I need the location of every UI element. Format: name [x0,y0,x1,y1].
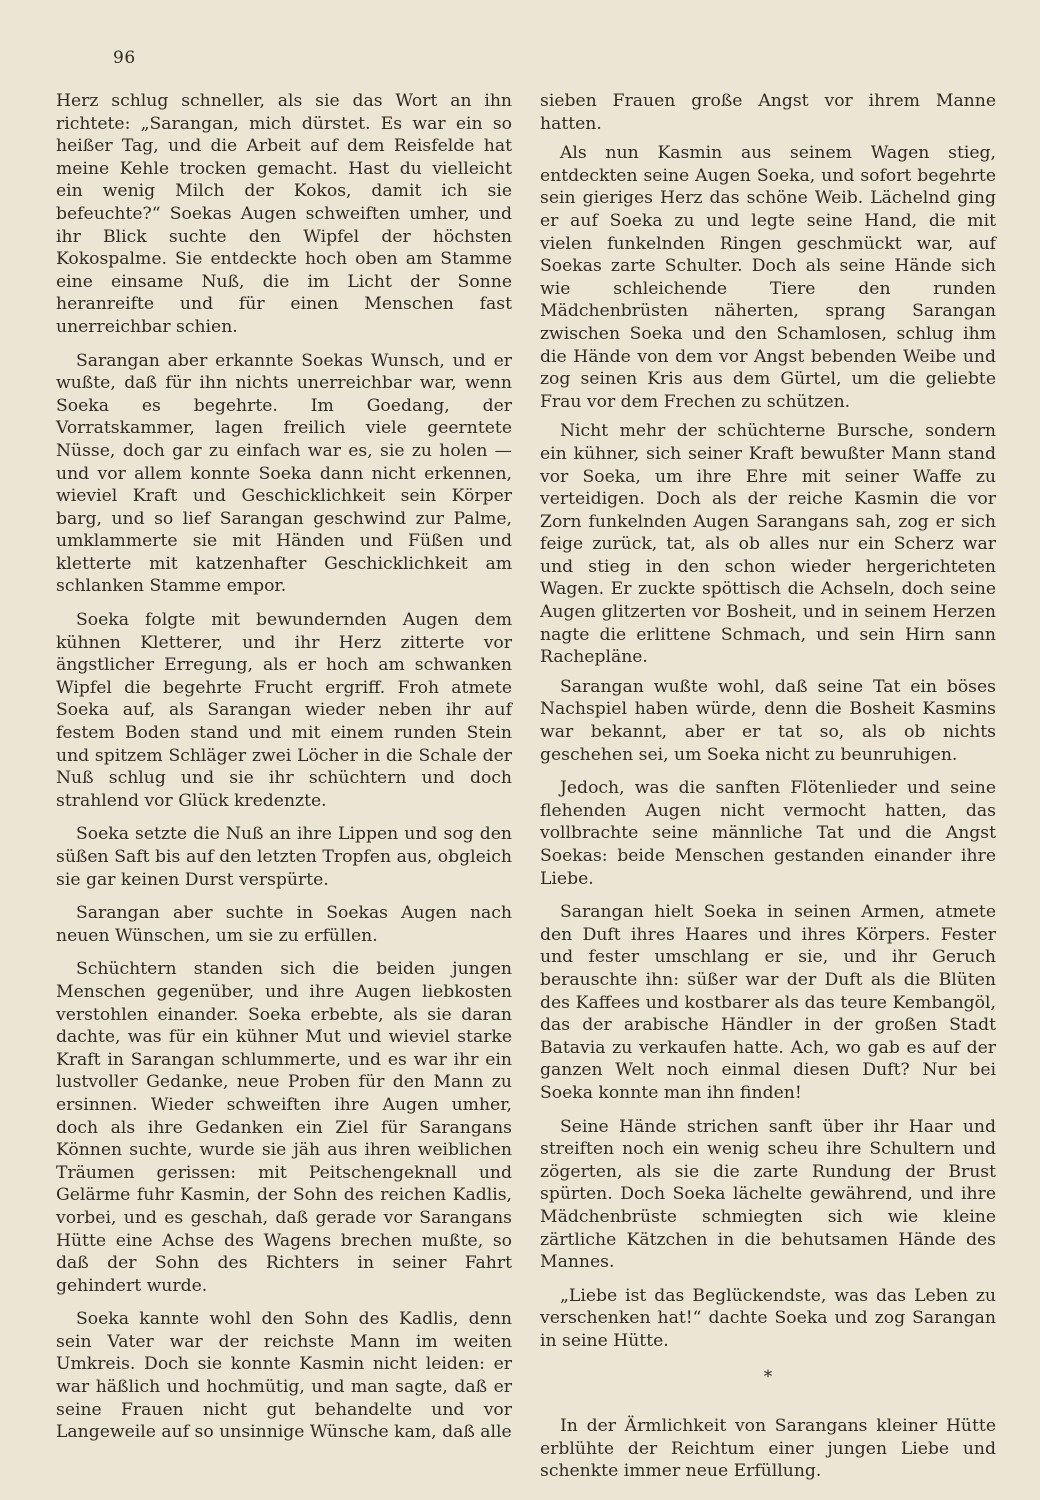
paragraph: Soeka kannte wohl den Sohn des Kadlis, denn sein Vater war der reichste Mann im weiten Umkreis. Doch sie konnte Kasmin nicht leiden: er war häßlich und hochmütig, und man sagte, daß er seine Frauen nicht gut behandelte und vor Langeweile auf so unsinnige Wünsche kam, daß alle [56,1309,512,1443]
paragraph: sieben Frauen große Angst vor ihrem Manne hatten. [540,91,996,134]
paragraph: Herz schlug schneller, als sie das Wort an ihn richtete: „Sarangan, mich dürstet. Es war ein so heißer Tag, und die Arbeit auf dem Reisfelde hat meine Kehle trocken gemacht. Hast du vielleicht ein wenig Milch der Kokos, damit ich sie befeuchte?“ Soekas Augen schweiften umher, und ihr Blick suchte den Wipfel der höchsten Kokospalme. Sie entdeckte hoch oben am Stamme eine einsame Nuß, die im Licht der Sonne heranreifte und für einen Menschen fast unerreichbar schien. [56,91,512,337]
paragraph: Soeka setzte die Nuß an ihre Lippen und sog den süßen Saft bis auf den letzten Tropfen aus, obgleich sie gar keinen Durst verspürte. [56,824,512,890]
closing-paragraph: In der Ärmlichkeit von Sarangans kleiner Hütte erblühte der Reichtum einer jungen Liebe und schenkte immer neue Erfüllung. [540,1416,996,1482]
paragraph: Schüchtern standen sich die beiden jungen Menschen gegenüber, und ihre Augen liebkosten verstohlen einander. Soeka erbebte, als sie daran dachte, was für ein kühner Mut und wieviel starke Kraft in Sarangan schlummerte, und es war ihr ein lustvoller Gedanke, neue Proben für den Mann zu ersinnen. Wieder schweiften ihre Augen umher, doch als ihre Gedanken ein Ziel für Sarangans Können suchte, wurde sie jäh aus ihren weiblichen Träumen gerissen: mit Peitschengeknall und Gelärme fuhr Kasmin, der Sohn des reichen Kadlis, vorbei, und es geschah, daß gerade vor Sarangans Hütte eine Achse des Wagens brechen mußte, so daß der Sohn des Richters in seiner Fahrt gehindert wurde. [56,959,512,1296]
right-column [540,90,996,1494]
paragraph: Jedoch, was die sanften Flötenlieder und seine flehenden Augen nicht vermocht hatten, das vollbrachte seine männliche Tat und die Angst Soekas: beide Menschen gestanden einander ihre Liebe. [540,778,996,889]
page-number: 96 [113,48,136,68]
left-column [56,90,512,1455]
paragraph: Seine Hände strichen sanft über ihr Haar und streiften noch ein wenig scheu ihre Schultern und zögerten, als sie die zarte Rundung der Brust spürten. Doch Soeka lächelte gewährend, und ihre Mädchenbrüste schmiegten sich wie kleine zärtliche Kätzchen in die behutsamen Hände des Mannes. [540,1116,996,1273]
section-separator: * [763,1367,773,1388]
paragraph: Nicht mehr der schüchterne Bursche, sondern ein kühner, sich seiner Kraft bewußter Mann stand vor Soeka, um ihre Ehre mit seiner Waffe zu verteidigen. Doch als der reiche Kasmin die vor Zorn funkelnden Augen Sarangans sah, zog er sich feige zurück, tat, als ob alles nur ein Scherz war und stieg in den schon wieder hergerichteten Wagen. Er zuckte spöttisch die Achseln, doch seine Augen glitzerten vor Bosheit, und in seinem Herzen nagte die erlittene Schmach, und sein Hirn sann Rachepläne. [540,421,996,668]
paragraph: Sarangan aber suchte in Soekas Augen nach neuen Wünschen, um sie zu erfüllen. [56,903,512,946]
paragraph: Sarangan aber erkannte Soekas Wunsch, und er wußte, daß für ihn nichts unerreichbar war, wenn Soeka es begehrte. Im Goedang, der Vorratskammer, lagen freilich viele geerntete Nüsse, doch gar zu einfach war es, sie zu holen — und vor allem konnte Soeka dann nicht erkennen, wieviel Kraft und Geschicklichkeit sein Körper barg, und so lief Sarangan geschwind zur Palme, umklammerte sie mit Händen und Füßen und kletterte mit katzenhafter Geschicklichkeit am schlanken Stamme empor. [56,350,512,597]
paragraph: Soeka folgte mit bewundernden Augen dem kühnen Kletterer, und ihr Herz zitterte vor ängstlicher Erregung, als er hoch am schwanken Wipfel die begehrte Frucht ergriff. Froh atmete Soeka auf, als Sarangan wieder neben ihr auf festem Boden stand und mit einem runden Stein und spitzem Schläger zwei Löcher in die Schale der Nuß schlug und sie ihr schüchtern und doch strahlend vor Glück kredenzte. [56,610,512,811]
paragraph: Sarangan hielt Soeka in seinen Armen, atmete den Duft ihres Haares und ihres Körpers. Fester und fester umschlang er sie, und ihr Geruch berauschte ihn: süßer war der Duft als die Blüten des Kaffees und kostbarer als das teure Kembangöl, das der arabische Händler in der großen Stadt Batavia zu verkaufen hatte. Ach, wo gab es auf der ganzen Welt noch einmal diesen Duft? Nur bei Soeka konnte man ihn finden! [540,902,996,1103]
paragraph: Sarangan wußte wohl, daß seine Tat ein böses Nachspiel haben würde, denn die Bosheit Kasmins war bekannt, aber er tat so, als ob nichts geschehen sei, um Soeka nicht zu beunruhigen. [540,676,996,765]
paragraph: Als nun Kasmin aus seinem Wagen stieg, entdeckten seine Augen Soeka, und sofort begehrte sein gieriges Herz das schöne Weib. Lächelnd ging er auf Soeka zu und legte seine Hand, die mit vielen funkelnden Ringen geschmückt war, auf Soekas zarte Schulter. Doch als seine Hände sich wie schleichende Tiere den runden Mädchenbrüsten näherten, sprang Sarangan zwischen Soeka und den Schamlosen, schlug ihm die Hände von dem vor Angst bebenden Weibe und zog seinen Kris aus dem Gürtel, um die geliebte Frau vor dem Frechen zu schützen. [540,143,996,412]
paragraph: „Liebe ist das Beglückendste, was das Leben zu verschenken hat!“ dachte Soeka und zog Sarangan in seine Hütte. [540,1285,996,1351]
